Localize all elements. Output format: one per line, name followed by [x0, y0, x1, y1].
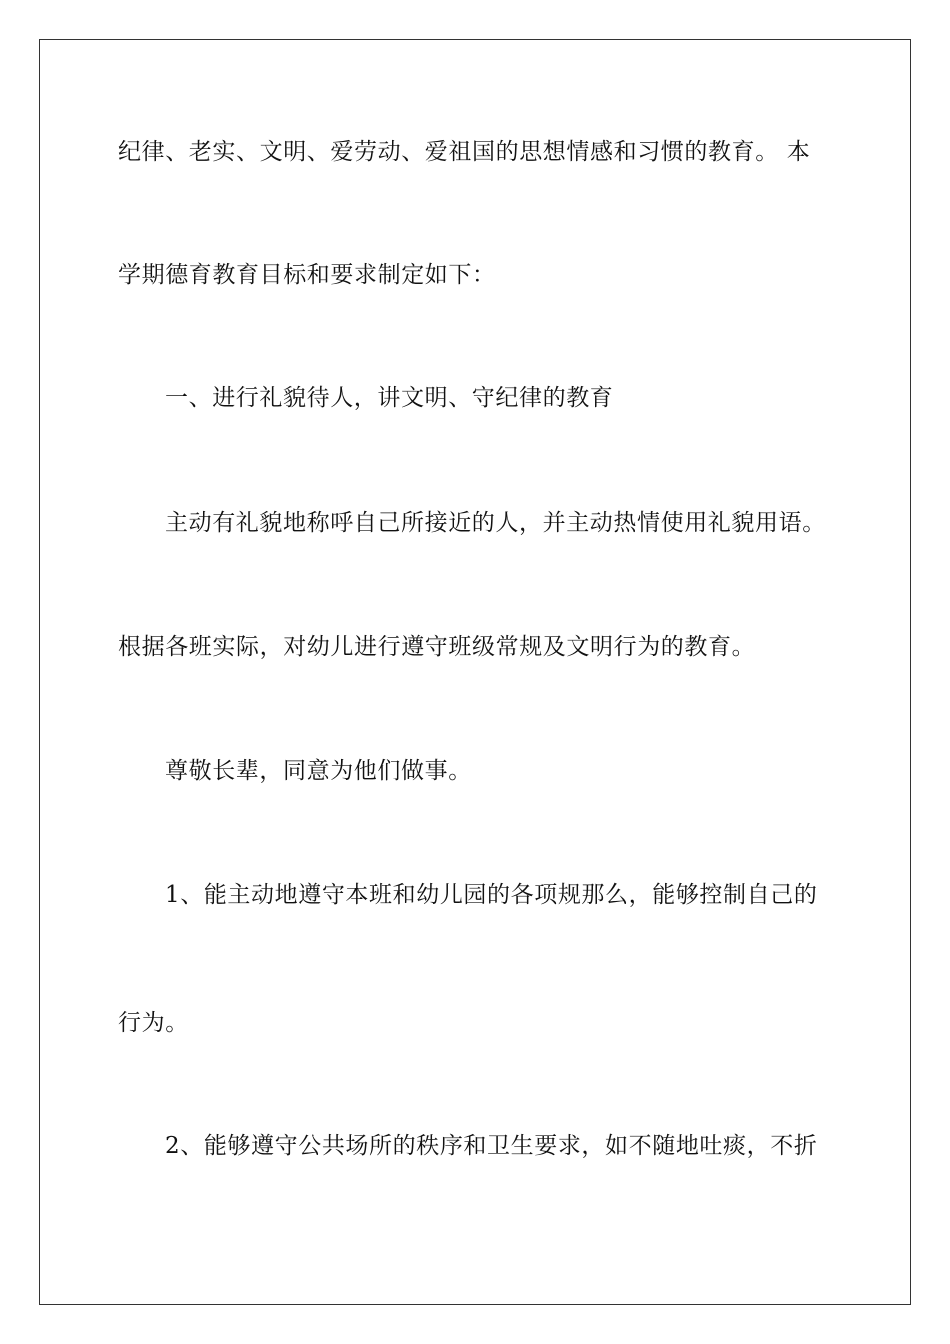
body-text-line-1: 纪律、老实、文明、爱劳动、爱祖国的思想情感和习惯的教育。 本: [118, 139, 811, 165]
list-item-1-continuation: 行为。: [118, 1010, 189, 1036]
list-item-2: 2、能够遵守公共场所的秩序和卫生要求，如不随地吐痰，不折: [165, 1133, 818, 1159]
body-text-line-3: 主动有礼貌地称呼自己所接近的人，并主动热情使用礼貌用语。: [165, 510, 826, 536]
body-text-line-5: 尊敬长辈，同意为他们做事。: [165, 758, 472, 784]
body-text-line-4: 根据各班实际，对幼儿进行遵守班级常规及文明行为的教育。: [118, 634, 756, 660]
list-item-1: 1、能主动地遵守本班和幼儿园的各项规那么，能够控制自己的: [165, 882, 818, 908]
page-frame: [39, 39, 911, 1305]
body-text-line-2: 学期德育教育目标和要求制定如下：: [118, 262, 496, 288]
section-heading-1: 一、进行礼貌待人，讲文明、守纪律的教育: [165, 385, 614, 411]
